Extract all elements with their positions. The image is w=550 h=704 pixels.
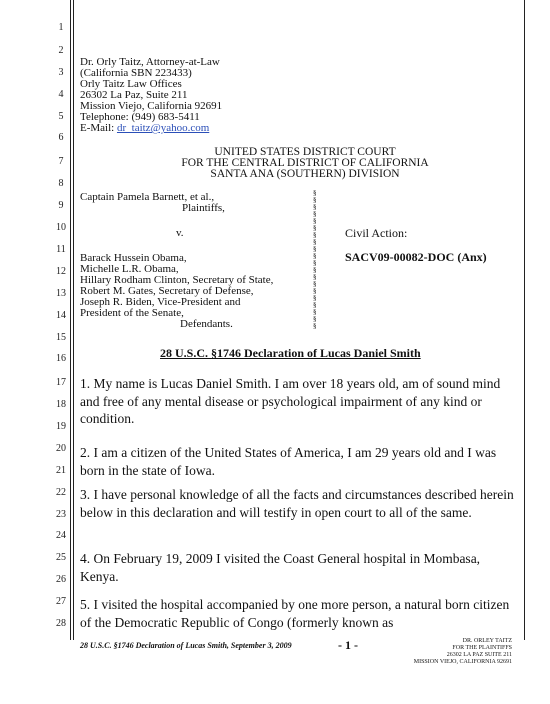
paragraph-1: 1. My name is Lucas Daniel Smith. I am over 18 years old, am of sound mind and free of any mental disease or psychological impairment of any kind or condition.	[80, 376, 501, 426]
plaintiff-role: Plaintiffs,	[182, 202, 225, 214]
defendant-5: Joseph R. Biden, Vice-President and	[80, 296, 241, 308]
line-number: 14	[56, 310, 66, 321]
left-margin-rule-inner	[73, 0, 74, 640]
page-number: - 1 -	[338, 638, 358, 652]
line-number: 22	[56, 487, 66, 498]
line-number: 12	[56, 266, 66, 277]
line-number: 2	[58, 45, 64, 56]
line-number: 13	[56, 288, 66, 299]
court-name: UNITED STATES DISTRICT COURT	[214, 146, 396, 158]
line-number: 23	[56, 509, 66, 520]
line-number: 9	[58, 200, 64, 211]
attorney-street: 26302 La Paz, Suite 211	[80, 89, 188, 101]
line-number: 24	[56, 530, 66, 541]
line-number: 15	[56, 332, 66, 343]
line-number: 19	[56, 421, 66, 432]
attorney-city: Mission Viejo, California 92691	[80, 100, 223, 112]
line-number: 4	[58, 89, 64, 100]
line-number: 6	[58, 132, 64, 143]
line-number: 21	[56, 465, 66, 476]
footer-firm-line-3: 26302 LA PAZ SUITE 211	[446, 652, 512, 658]
paragraph-2: 2. I am a citizen of the United States of America, I am 29 years old and I was born in the state of Iowa.	[80, 445, 497, 478]
line-number: 25	[56, 552, 66, 563]
defendant-role: Defendants.	[180, 318, 233, 330]
attorney-firm: Orly Taitz Law Offices	[80, 78, 182, 90]
line-number: 3	[58, 67, 64, 78]
defendant-6: President of the Senate,	[80, 307, 184, 319]
versus-label: v.	[176, 227, 184, 239]
left-margin-rule	[70, 0, 71, 640]
footer-citation: 28 U.S.C. §1746 Declaration of Lucas Smith, September 3, 2009	[80, 641, 292, 650]
line-number: 20	[56, 443, 66, 454]
footer-firm-line-4: MISSION VIEJO, CALIFORNIA 92691	[413, 659, 512, 665]
line-number: 18	[56, 399, 66, 410]
court-division: SANTA ANA (SOUTHERN) DIVISION	[210, 168, 400, 180]
email-label: E-Mail:	[80, 122, 117, 134]
footer-firm-line-1: DR. ORLEY TAITZ	[462, 638, 512, 644]
right-margin-rule	[524, 0, 525, 640]
defendant-2: Michelle L.R. Obama,	[80, 263, 179, 275]
attorney-sbn: (California SBN 223433)	[80, 67, 192, 79]
paragraph-5: 5. I visited the hospital accompanied by one more person, a natural born citizen of the Democratic Republic of Congo (formerly known as	[80, 597, 510, 630]
line-number: 17	[56, 377, 66, 388]
footer-firm-line-2: FOR THE PLAINTIFFS	[452, 645, 512, 651]
paragraph-3: 3. I have personal knowledge of all the facts and circumstances described herein below in this declaration and will testify in open court to all of the same.	[80, 487, 514, 520]
line-number: 7	[58, 156, 64, 167]
line-number: 8	[58, 178, 64, 189]
line-number: 5	[58, 111, 64, 122]
footer-firm	[400, 638, 512, 666]
court-district: FOR THE CENTRAL DISTRICT OF CALIFORNIA	[181, 157, 429, 169]
line-number: 26	[56, 574, 66, 585]
line-number: 10	[56, 222, 66, 233]
attorney-phone: Telephone: (949) 683-5411	[80, 111, 200, 123]
line-number: 28	[56, 618, 66, 629]
email-link[interactable]: dr_taitz@yahoo.com	[116, 122, 210, 134]
section-marks: § § § § § § § § § § § § § § § § § § § §	[313, 189, 317, 330]
line-number: 27	[56, 596, 66, 607]
defendant-4: Robert M. Gates, Secretary of Defense,	[80, 285, 254, 297]
plaintiff-name: Captain Pamela Barnett, et al.,	[80, 191, 215, 203]
defendant-1: Barack Hussein Obama,	[80, 252, 187, 264]
declaration-title: 28 U.S.C. §1746 Declaration of Lucas Daniel Smith	[160, 346, 421, 360]
line-number: 11	[56, 244, 66, 255]
attorney-email-line	[80, 123, 209, 134]
paragraph-4: 4. On February 19, 2009 I visited the Coast General hospital in Mombasa, Kenya.	[80, 551, 481, 584]
defendant-3: Hillary Rodham Clinton, Secretary of State,	[80, 274, 274, 286]
line-number: 16	[56, 353, 66, 364]
case-number: SACV09-00082-DOC (Anx)	[345, 250, 487, 264]
attorney-name: Dr. Orly Taitz, Attorney-at-Law	[80, 56, 220, 68]
civil-action-label: Civil Action:	[345, 226, 408, 240]
line-number: 1	[58, 22, 64, 33]
